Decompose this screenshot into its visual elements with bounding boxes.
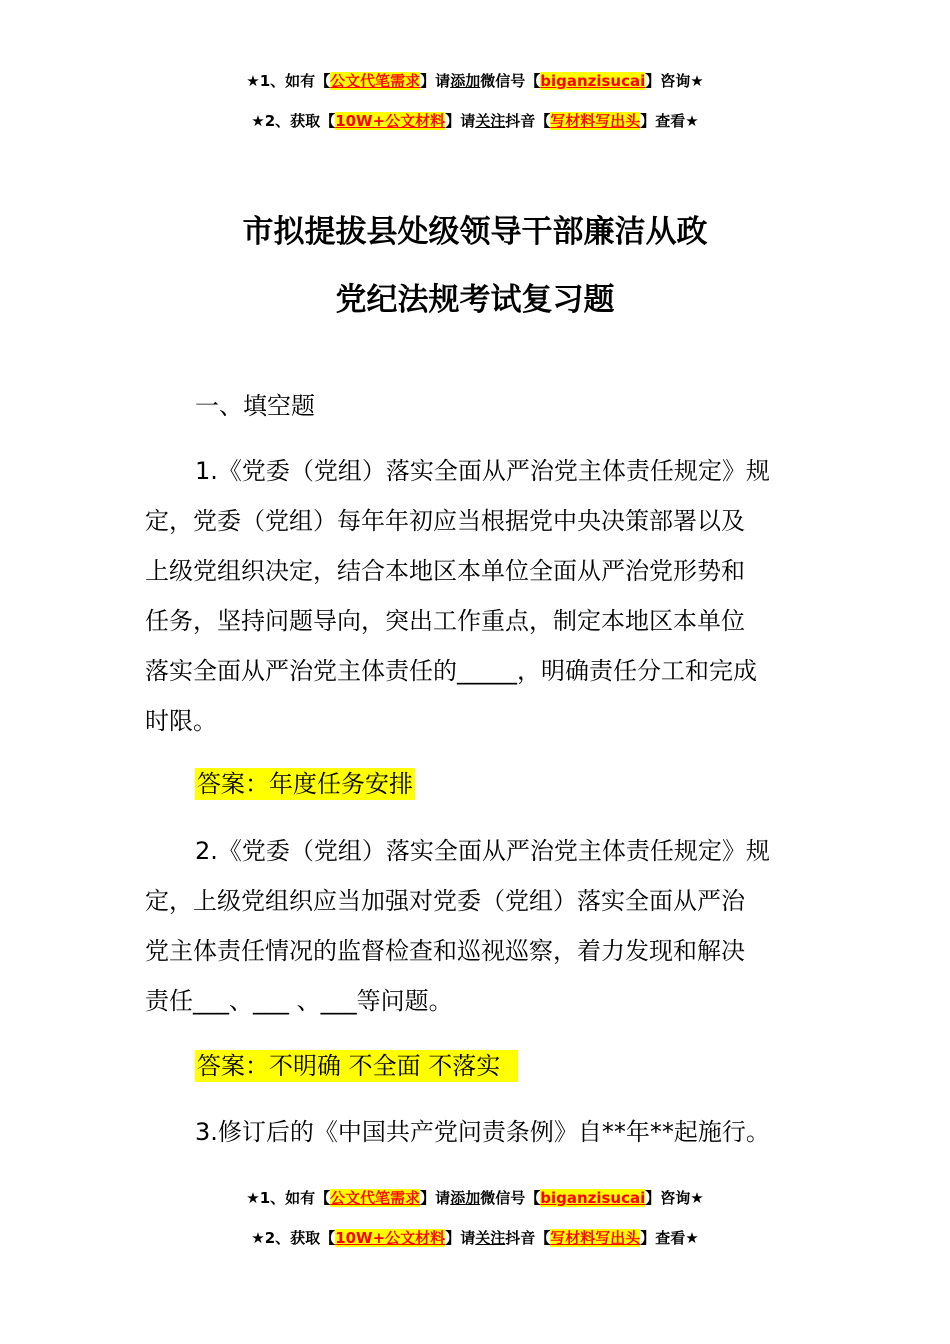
banner-text: ★2、获取【: [251, 1229, 336, 1247]
banner-underline: 添加: [450, 72, 481, 90]
question-3: [145, 1107, 810, 1157]
banner-top-line-1: [0, 70, 950, 92]
document-title-line-2: 党纪法规考试复习题: [335, 282, 615, 318]
banner-underline: 添加: [450, 1189, 481, 1207]
banner-top-line-2: [0, 110, 950, 132]
banner-text: 】请: [420, 1189, 451, 1207]
banner-text: 微信号【: [480, 72, 541, 90]
banner-text: 抖音【: [505, 112, 551, 130]
banner-text: 】请: [420, 72, 451, 90]
question-line: 时限。: [145, 707, 217, 735]
answer-1: 答案：年度任务安排: [197, 770, 413, 798]
document-title-line-1: 市拟提拔县处级领导干部廉洁从政: [242, 214, 708, 250]
question-2: [145, 826, 810, 1026]
banner-text: 】请: [445, 112, 476, 130]
banner-text: 微信号【: [480, 1189, 541, 1207]
banner-text: ★2、获取【: [251, 112, 336, 130]
banner-text: 】请: [445, 1229, 476, 1247]
banner-highlight: 写材料写出头: [550, 112, 641, 130]
banner-highlight: 10W+公文材料: [335, 1229, 446, 1247]
banner-underline: 关注: [475, 1229, 506, 1247]
question-line: 党主体责任情况的监督检查和巡视巡察，着力发现和解决: [145, 937, 745, 965]
answer-2: 答案：不明确 不全面 不落实: [197, 1052, 516, 1080]
banner-bottom-line-1: [0, 1187, 950, 1209]
question-line: 责任___、___ 、___等问题。: [145, 987, 453, 1015]
section-heading: 一、填空题: [195, 392, 315, 420]
banner-highlight: biganzisucai: [540, 1189, 646, 1207]
banner-text: ★1、如有【: [246, 72, 331, 90]
banner-text: 】查看★: [640, 1229, 699, 1247]
banner-text: 抖音【: [505, 1229, 551, 1247]
question-line: 任务，坚持问题导向，突出工作重点，制定本地区本单位: [145, 607, 745, 635]
banner-bottom-line-2: [0, 1227, 950, 1249]
question-line: 3.修订后的《中国共产党问责条例》自**年**起施行。: [195, 1118, 770, 1146]
banner-highlight: biganzisucai: [540, 72, 646, 90]
question-line: 定，上级党组织应当加强对党委（党组）落实全面从严治: [145, 887, 745, 915]
question-line: 2.《党委（党组）落实全面从严治党主体责任规定》规: [195, 837, 770, 865]
question-line: 落实全面从严治党主体责任的_____，明确责任分工和完成: [145, 657, 757, 685]
banner-highlight: 公文代笔需求: [330, 72, 421, 90]
banner-highlight: 写材料写出头: [550, 1229, 641, 1247]
question-line: 1.《党委（党组）落实全面从严治党主体责任规定》规: [195, 457, 770, 485]
banner-text: 】咨询★: [645, 1189, 704, 1207]
banner-text: 】查看★: [640, 112, 699, 130]
question-line: 定，党委（党组）每年年初应当根据党中央决策部署以及: [145, 507, 745, 535]
question-1: [145, 446, 810, 746]
banner-highlight: 10W+公文材料: [335, 112, 446, 130]
banner-text: ★1、如有【: [246, 1189, 331, 1207]
banner-highlight: 公文代笔需求: [330, 1189, 421, 1207]
banner-underline: 关注: [475, 112, 506, 130]
question-line: 上级党组织决定，结合本地区本单位全面从严治党形势和: [145, 557, 745, 585]
banner-text: 】咨询★: [645, 72, 704, 90]
